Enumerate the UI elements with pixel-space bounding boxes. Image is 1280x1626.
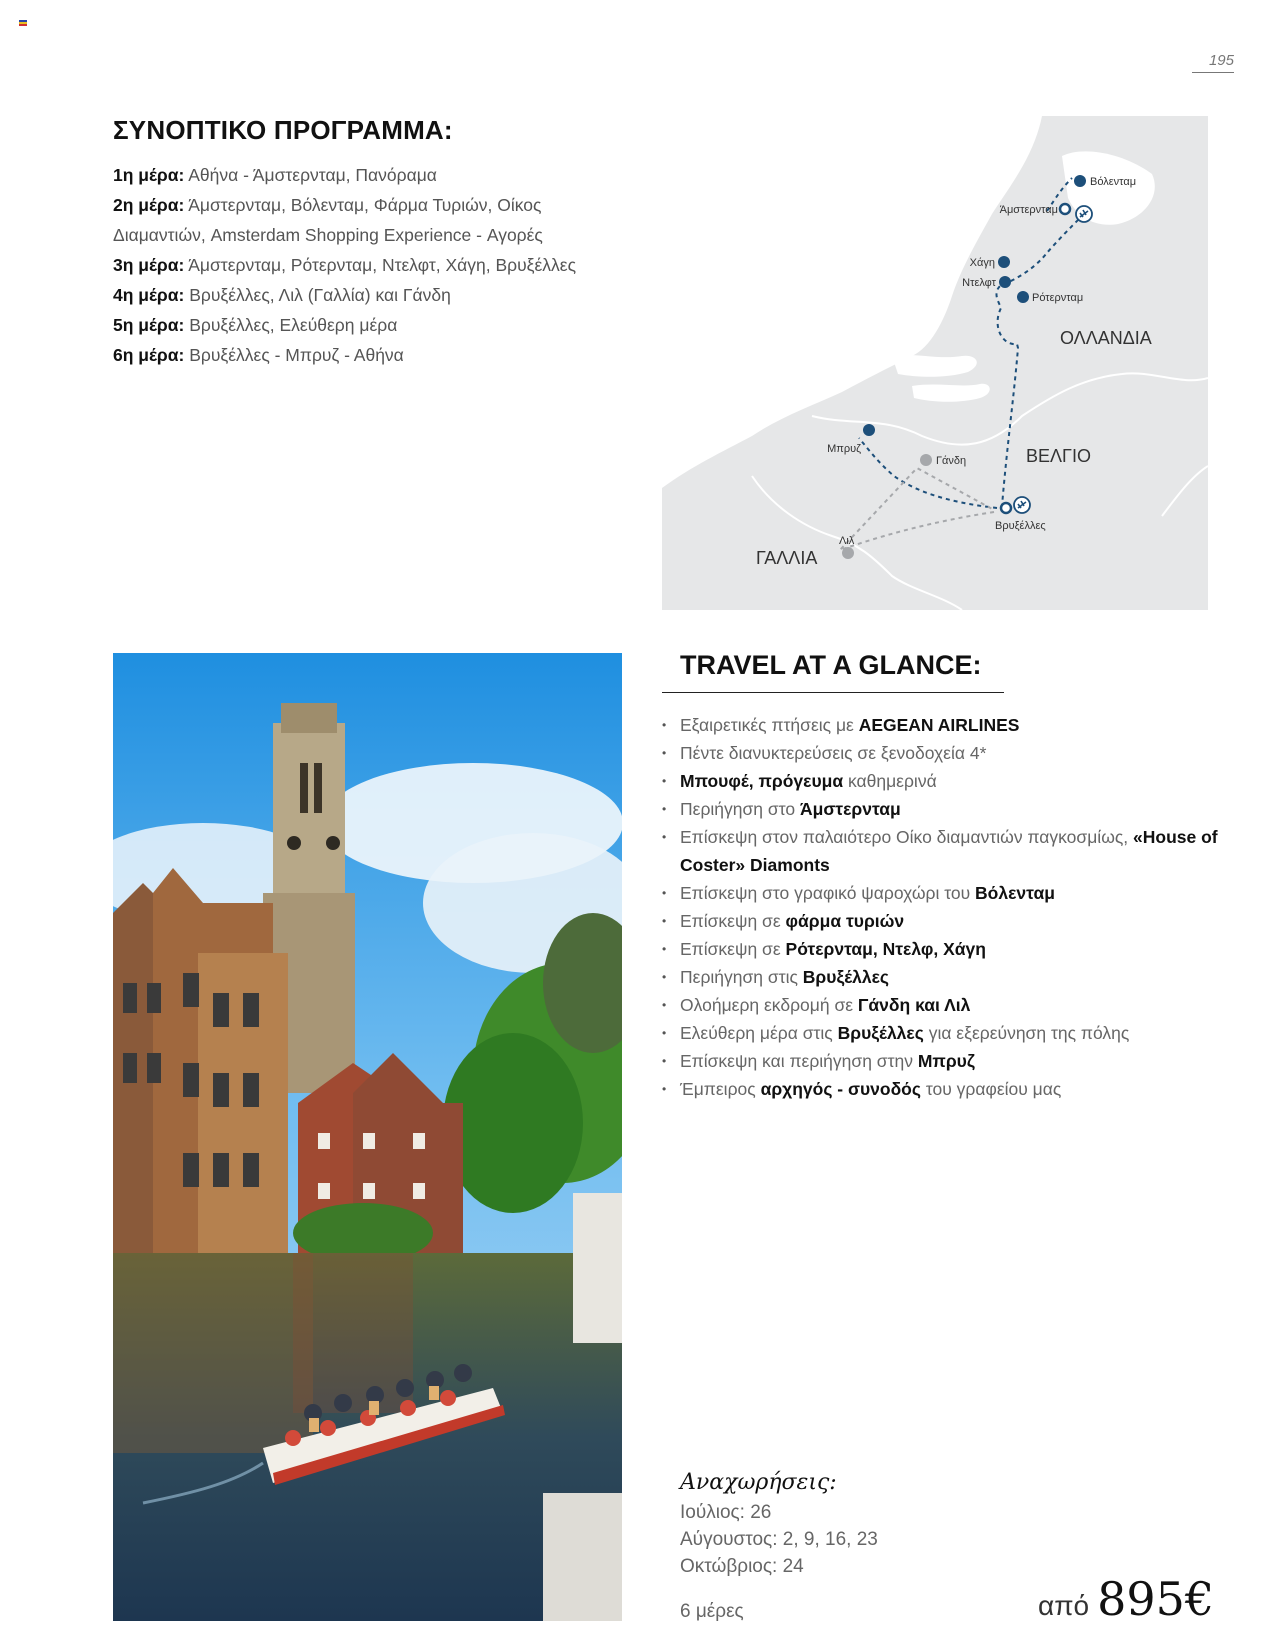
program-day [113,280,613,310]
program-day [113,250,613,280]
departures-title: Αναχωρήσεις: [680,1470,837,1495]
city-label-brussels: Βρυξέλλες [995,520,1046,532]
city-label-rotterdam: Ρότερνταμ [1032,292,1084,304]
program-section [113,115,613,370]
city-label-delft: Ντελφτ [962,277,996,289]
price-from: από [1038,1590,1090,1621]
list-item: • Επίσκεψη στο γραφικό ψαροχώρι του Βόλενταμ [662,879,1222,907]
list-item: • Έμπειρος αρχηγός - συνοδός του γραφείου μας [662,1075,1222,1103]
day-label: 2η μέρα: [113,195,185,215]
route-map [662,116,1208,610]
airplane-icon [1014,497,1030,513]
city-dot-ghent [920,454,932,466]
city-dot-lille [842,547,854,559]
flag-icon [19,20,27,26]
program-day [113,340,613,370]
list-item: • Ελεύθερη μέρα στις Βρυξέλλες για εξερεύνηση της πόλης [662,1019,1222,1047]
price-block [1038,1572,1214,1626]
bruges-photo [113,653,622,1621]
day-text: Αθήνα - Άμστερνταμ, Πανόραμα [188,165,437,185]
city-dot-delft [999,276,1011,288]
list-item: • Επίσκεψη σε φάρμα τυριών [662,907,1222,935]
list-item: • Επίσκεψη στον παλαιότερο Οίκο διαμαντιών παγκοσμίως, «House of Coster» Diamonts [662,823,1222,879]
departure-line: Ιούλιος: 26 [680,1502,772,1523]
departure-line: Οκτώβριος: 24 [680,1556,804,1577]
city-label-ghent: Γάνδη [936,455,967,467]
city-dot-hague [998,256,1010,268]
program-day [113,190,613,250]
city-dot-brussels [1001,503,1011,513]
city-label-lille: Λιλ [839,535,855,547]
city-label-hague: Χάγη [969,257,995,269]
program-day [113,310,613,340]
list-item: • Μπουφέ, πρόγευμα καθημερινά [662,767,1222,795]
program-title: ΣΥΝΟΠΤΙΚΟ ΠΡΟΓΡΑΜΜΑ: [113,115,453,145]
departures-section [680,1470,980,1580]
estuary [912,384,990,402]
day-text: Βρυξέλλες, Ελεύθερη μέρα [189,315,398,335]
day-text: Άμστερνταμ, Βόλενταμ, Φάρμα Τυριών, Οίκος Διαμαντιών, Amsterdam Shopping Experience - Αγορές [113,195,543,245]
day-label: 5η μέρα: [113,315,185,335]
border-line [1162,466,1208,516]
glance-list [662,711,1222,1103]
estuary [892,355,977,377]
country-label-france: ΓΑΛΛΙΑ [756,548,818,568]
city-dot-bruges [863,424,875,436]
price-amount: 895€ [1097,1572,1215,1626]
glance-section [662,650,1222,1103]
departure-line: Αύγουστος: 2, 9, 16, 23 [680,1529,878,1550]
page-number: 195 [1192,52,1234,73]
city-dot-volendam [1074,175,1086,187]
city-dot-amsterdam [1060,204,1070,214]
route-line [840,468,994,550]
city-label-bruges: Μπρυζ [827,443,861,455]
city-dot-rotterdam [1017,291,1029,303]
glance-title: TRAVEL AT A GLANCE: [680,650,982,680]
list-item: • Επίσκεψη σε Ρότερνταμ, Ντελφ, Χάγη [662,935,1222,963]
day-label: 3η μέρα: [113,255,185,275]
program-day [113,160,613,190]
list-item: • Ολοήμερη εκδρομή σε Γάνδη και Λιλ [662,991,1222,1019]
list-item: • Επίσκεψη και περιήγηση στην Μπρυζ [662,1047,1222,1075]
list-item: • Περιήγηση στις Βρυξέλλες [662,963,1222,991]
list-item: • Περιήγηση στο Άμστερνταμ [662,795,1222,823]
day-text: Βρυξέλλες, Λιλ (Γαλλία) και Γάνδη [189,285,451,305]
city-label-volendam: Βόλενταμ [1090,176,1137,188]
sea-area [662,116,1042,488]
list-item: • Εξαιρετικές πτήσεις με AEGEAN AIRLINES [662,711,1222,739]
border-line [752,476,962,610]
title-underline [662,692,1004,693]
list-item: • Πέντε διανυκτερεύσεις σε ξενοδοχεία 4* [662,739,1222,767]
day-text: Βρυξέλλες - Μπρυζ - Αθήνα [189,345,404,365]
day-label: 4η μέρα: [113,285,185,305]
city-label-amsterdam: Άμστερνταμ [999,204,1058,216]
country-label-netherlands: ΟΛΛΑΝΔΙΑ [1060,328,1152,348]
country-label-belgium: ΒΕΛΓΙΟ [1026,446,1091,466]
day-label: 6η μέρα: [113,345,185,365]
airplane-icon [1076,206,1092,222]
trip-duration: 6 μέρες [680,1601,744,1622]
day-label: 1η μέρα: [113,165,185,185]
day-text: Άμστερνταμ, Ρότερνταμ, Ντελφτ, Χάγη, Βρυξέλλες [188,255,577,275]
